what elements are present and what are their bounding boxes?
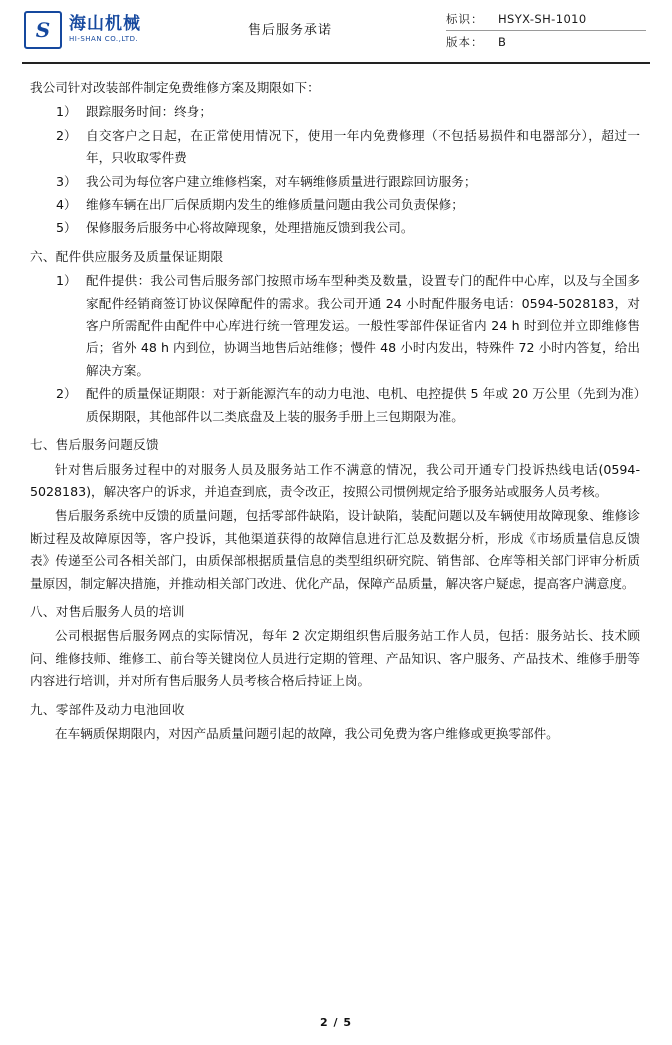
list-item-text: 跟踪服务时间：终身；: [86, 104, 212, 120]
logo-mark-icon: [24, 11, 62, 49]
section-heading-8: 八、对售后服务人员的培训: [30, 603, 185, 619]
list-item-number: 4）: [56, 197, 77, 213]
meta-label-version: 版本：: [446, 35, 484, 49]
section-7-paragraph-1: 针对售后服务过程中的对服务人员及服务站工作不满意的情况，我公司开通专门投诉热线电话(0594-5028183)，解决客户的诉求，并追查到底，责令改正，按照公司惯例规定给予服务站或服务人员考核。: [30, 461, 640, 499]
list-item: [56, 194, 640, 216]
list-item: [56, 383, 640, 428]
list-item-number: 1）: [56, 104, 77, 120]
list-item-text: 我公司为每位客户建立维修档案，对车辆维修质量进行跟踪回访服务；: [86, 173, 477, 189]
page-header: [0, 0, 672, 62]
document-meta: [446, 6, 646, 53]
list-item-number: 3）: [56, 173, 77, 189]
meta-value-version: B: [498, 35, 507, 49]
list-item-number: 2）: [56, 127, 77, 143]
list-item: [56, 270, 640, 382]
list-item: [56, 171, 640, 193]
section-9-paragraph-1: 在车辆质保期限内，对因产品质量问题引起的故障，我公司免费为客户维修或更换零部件。: [55, 725, 559, 741]
list-item: [56, 217, 640, 239]
logo-company-name-cn: 海山机械: [69, 14, 141, 35]
list-item: [56, 125, 640, 170]
meta-row-version: [446, 30, 646, 53]
logo-text: [69, 16, 141, 43]
page-number: 2 / 5: [320, 1016, 352, 1029]
list-item: [56, 101, 640, 123]
section-8-paragraph-1: 公司根据售后服务网点的实际情况，每年 2 次定期组织售后服务站工作人员，包括：服务站长、技术顾问、维修技师、维修工、前台等关键岗位人员进行定期的管理、产品知识、客户服务、产品技术、维修手册等内容进行培训，并对所有售后服务人员考核合格后持证上岗。: [30, 628, 640, 689]
repair-plan-list: [56, 101, 640, 239]
parts-supply-list: [56, 270, 640, 428]
document-body: [0, 64, 672, 745]
meta-value-identifier: HSYX-SH-1010: [498, 12, 587, 26]
meta-row-identifier: [446, 8, 646, 30]
document-title: 售后服务承诺: [248, 23, 333, 38]
section-heading-6: 六、配件供应服务及质量保证期限: [30, 248, 224, 264]
list-item-text: 保修服务后服务中心将故障现象，处理措施反馈到我公司。: [86, 220, 414, 236]
list-item-text: 自交客户之日起，在正常使用情况下，使用一年内免费修理（不包括易损件和电器部分），超过一年，只收取零件费: [86, 127, 640, 166]
list-item-number: 5）: [56, 220, 77, 236]
list-item-text: 配件提供：我公司售后服务部门按照市场车型种类及数量，设置专门的配件中心库，以及与全国多家配件经销商签订协议保障配件的需求。我公司开通 24 小时配件服务电话：0594-5028183，对客户所需配件由配件中心库进行统一管理发运。一般性零部件保证省内 24 h 时到位并立即维修售后；省外 48 h 内到位，协调当地售后站维修；慢件 48 小时内发出，特殊件 72 小时内答复，给出解决方案。: [86, 273, 640, 378]
list-item-number: 2）: [56, 386, 77, 402]
logo-company-name-en: HI-SHAN CO.,LTD.: [69, 35, 139, 44]
intro-paragraph: 我公司针对改装部件制定免费维修方案及期限如下：: [30, 80, 320, 95]
meta-label-identifier: 标识：: [446, 12, 484, 26]
company-logo: [24, 6, 204, 49]
list-item-text: 维修车辆在出厂后保质期内发生的维修质量问题由我公司负责保修；: [86, 197, 464, 213]
list-item-text: 配件的质量保证期限：对于新能源汽车的动力电池、电机、电控提供 5 年或 20 万公里（先到为准）质保期限，其他部件以二类底盘及上装的服务手册上三包期限为准。: [86, 386, 640, 424]
list-item-number: 1）: [56, 273, 77, 289]
section-heading-9: 九、零部件及动力电池回收: [30, 701, 185, 717]
section-7-paragraph-2: 售后服务系统中反馈的质量问题，包括零部件缺陷，设计缺陷，装配问题以及车辆使用故障现象、维修诊断过程及故障原因等，客户投诉，其他渠道获得的故障信息进行汇总及数据分析，形成《市场质量信息反馈表》传递至公司各相关部门，由质保部根据质量信息的类型组织研究院、销售部、仓库等相关部门评审分析质量原因，制定解决措施，并推动相关部门改进、优化产品，保障产品质量，解决客户疑虑，提高客户满意度。: [30, 508, 640, 591]
section-heading-7: 七、售后服务问题反馈: [30, 437, 159, 453]
